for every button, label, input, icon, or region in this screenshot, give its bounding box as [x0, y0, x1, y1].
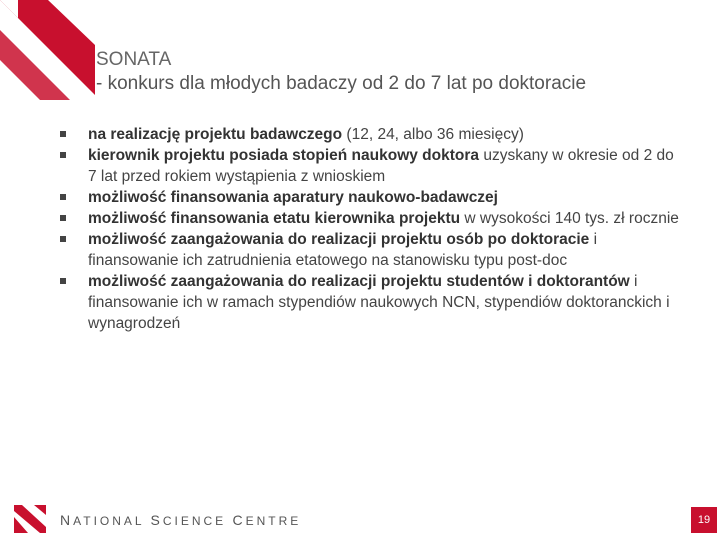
bullet-item: kierownik projektu posiada stopień naukowy doktora uzyskany w okresie od 2 do 7 lat przed rokiem wystąpienia z wnioskiem — [60, 145, 680, 187]
bullet-square-icon — [60, 152, 66, 158]
bullet-item: na realizację projektu badawczego (12, 24, albo 36 miesięcy) — [60, 124, 680, 145]
bullet-item: możliwość finansowania etatu kierownika projektu w wysokości 140 tys. zł rocznie — [60, 208, 680, 229]
page-number: 19 — [691, 507, 717, 533]
title-line-2: - konkurs dla młodych badaczy od 2 do 7 lat po doktoracie — [96, 73, 587, 94]
bullet-square-icon — [60, 236, 66, 242]
bullet-list — [60, 124, 680, 334]
ncn-logo-corner — [0, 0, 95, 100]
bullet-item: możliwość zaangażowania do realizacji projektu studentów i doktorantów i finansowanie ich w ramach stypendiów naukowych NCN, stypendiów doktoranckich i wynagrodzeń — [60, 271, 680, 334]
ncn-logo-icon — [14, 505, 46, 533]
bullet-square-icon — [60, 131, 66, 137]
bullet-square-icon — [60, 194, 66, 200]
title-line-1: SONATA — [96, 49, 172, 70]
bullet-square-icon — [60, 278, 66, 284]
bullet-item: możliwość finansowania aparatury naukowo-badawczej — [60, 187, 680, 208]
footer-organization-name: NATIONAL SCIENCE CENTRE — [60, 512, 302, 528]
bullet-item: możliwość zaangażowania do realizacji projektu osób po doktoracie i finansowanie ich zatrudnienia etatowego na stanowisku typu post-doc — [60, 229, 680, 271]
bullet-square-icon — [60, 215, 66, 221]
slide-title — [96, 48, 716, 96]
